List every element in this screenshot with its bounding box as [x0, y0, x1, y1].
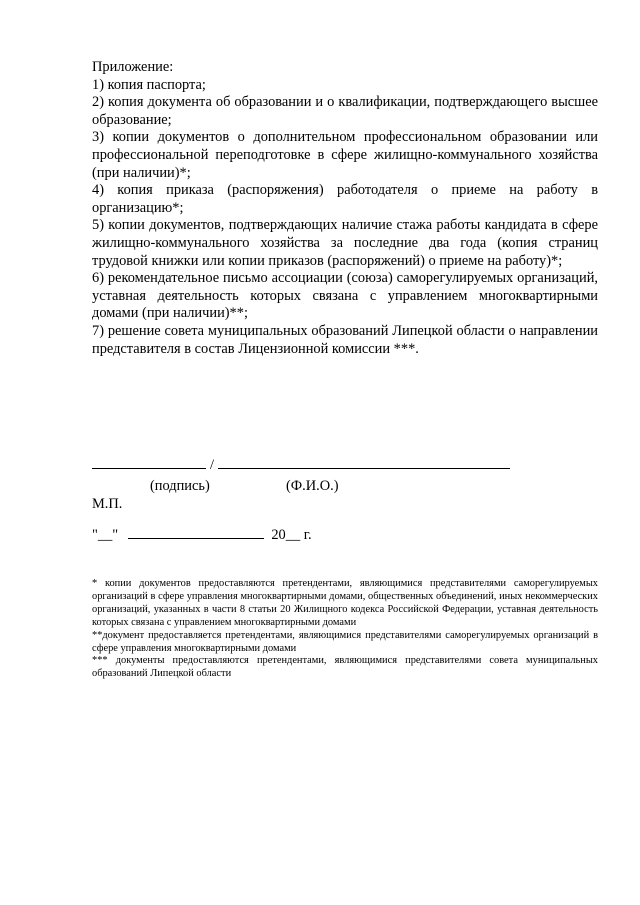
footnote-2: **документ предоставляется претендентами, являющимися представителями саморегулируемых организаций в сфере управления многоквартирными домами — [92, 629, 598, 654]
signature-blank — [92, 454, 206, 469]
appendix-item-7: 7) решение совета муниципальных образований Липецкой области о направлении представителя в состав Лицензионной комиссии ***. — [92, 322, 598, 357]
footnotes — [92, 578, 598, 681]
signature-captions — [150, 478, 339, 496]
signature-line — [92, 454, 510, 475]
appendix-item-3: 3) копии документов о дополнительном профессиональном образовании или профессиональной переподготовке в сфере жилищно-коммунального хозяйства (при наличии)*; — [92, 129, 598, 181]
signature-caption: (подпись) — [150, 478, 210, 494]
footnote-3: *** документы предоставляются претендентами, являющимися представителями совета муниципальных образований Липецкой области — [92, 655, 598, 680]
appendix-list — [92, 59, 598, 358]
appendix-item-4: 4) копия приказа (распоряжения) работодателя о приеме на работу в организацию*; — [92, 182, 598, 216]
appendix-item-5: 5) копии документов, подтверждающих наличие стажа работы кандидата в сфере жилищно-коммунального хозяйства за последние два года (копия страниц трудовой книжки или копии приказов (распоряжений) о приеме на работу)*; — [92, 217, 598, 269]
date-day: "__" — [92, 527, 119, 543]
appendix-item-2: 2) копия документа об образовании и о квалификации, подтверждающего высшее образование; — [92, 94, 598, 128]
stamp-label: М.П. — [92, 496, 123, 512]
name-caption: (Ф.И.О.) — [286, 478, 339, 494]
appendix-item-6: 6) рекомендательное письмо ассоциации (союза) саморегулируемых организаций, уставная деятельность которых связана с управлением многоквартирными домами (при наличии)**; — [92, 270, 598, 322]
appendix-item-1: 1) копия паспорта; — [92, 76, 206, 93]
date-month-blank — [128, 524, 264, 539]
signature-separator: / — [210, 457, 214, 473]
name-blank — [218, 454, 510, 469]
footnote-1: * копии документов предоставляются претендентами, являющимися представителями саморегулируемых организаций в сфере управления многоквартирными домами, общественных объединений, иных некоммерческих организаций, указанных в части 8 статьи 20 Жилищного кодекса Российской Федерации, уставная деятельность которых связана с управлением многоквартирными домами — [92, 578, 598, 628]
date-year: 20__ г. — [271, 527, 312, 543]
date-line — [92, 524, 312, 545]
appendix-heading: Приложение: — [92, 59, 174, 75]
